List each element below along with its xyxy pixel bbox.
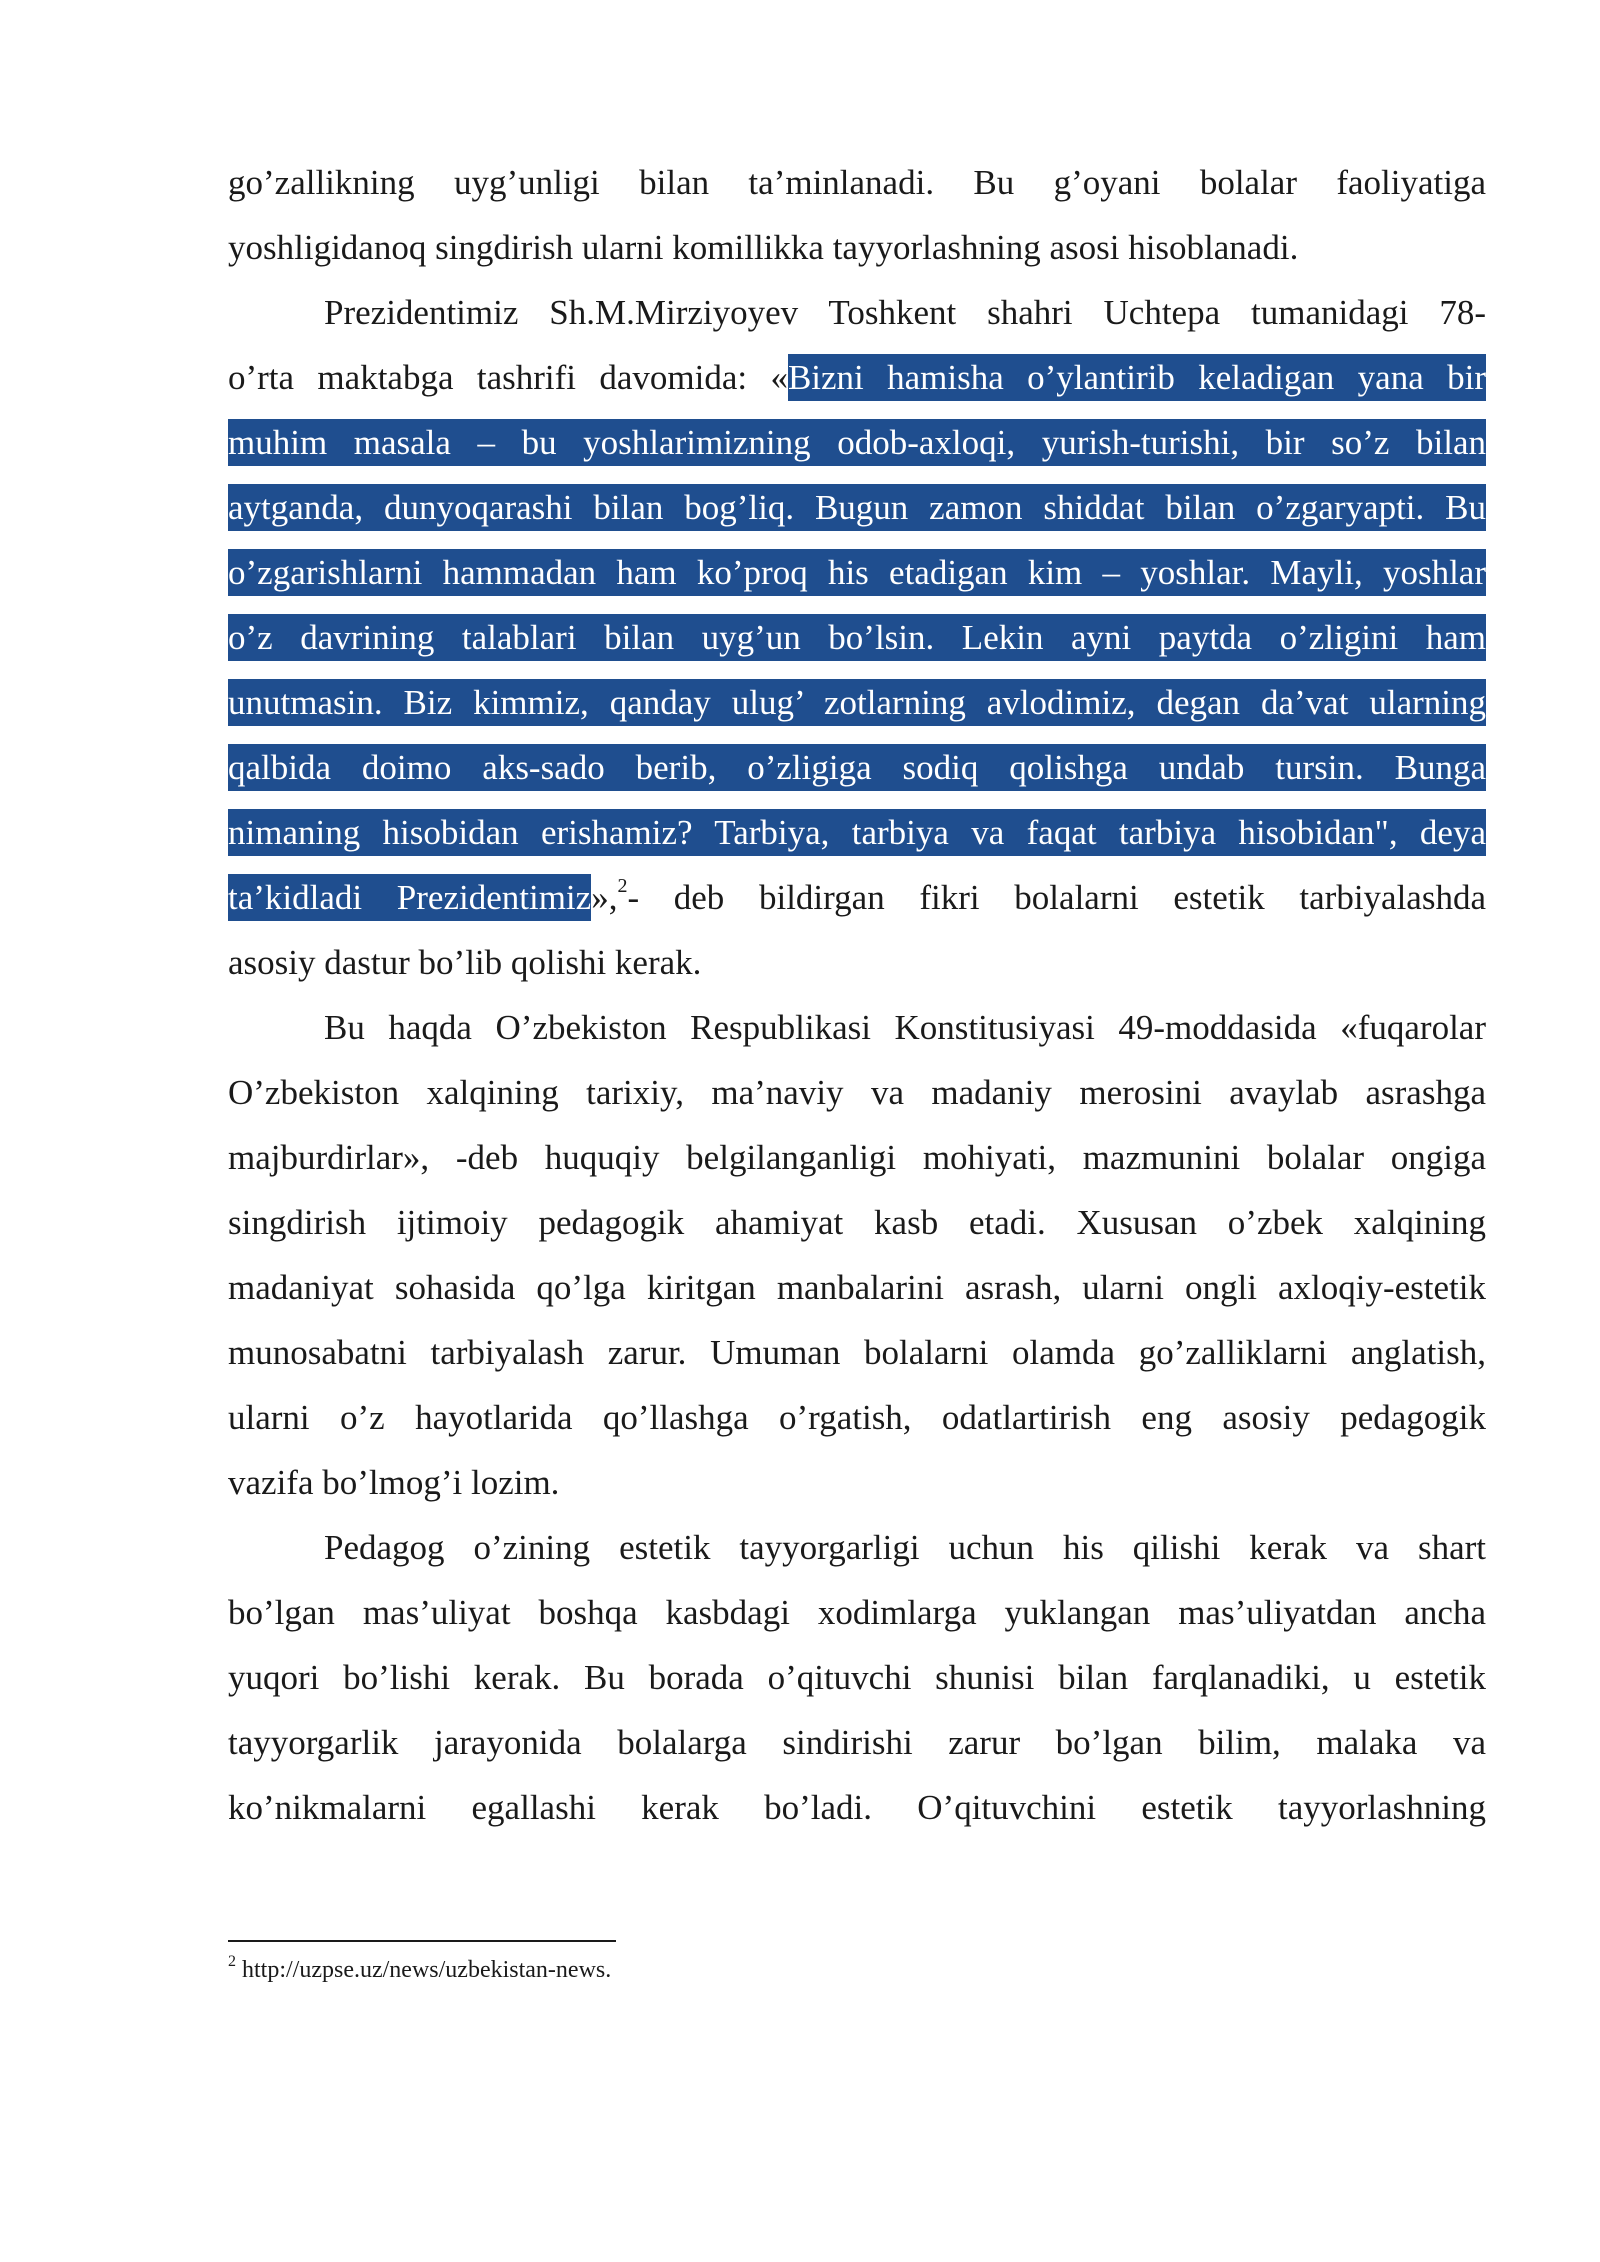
selected-text[interactable]: muhim masala – bu yoshlarimizning odob-axloqi, yurish-turishi, bir so’z bilan [228,423,1486,462]
document-body [228,150,1486,1840]
text-line: munosabatni tarbiyalash zarur. Umuman bolalarni olamda go’zalliklarni anglatish, [228,1333,1486,1372]
text-line: madaniyat sohasida qo’lga kiritgan manbalarini asrash, ularni ongli axloqiy-estetik [228,1268,1486,1307]
text-line: ko’nikmalarni egallashi kerak bo’ladi. O’qituvchini estetik tayyorlashning [228,1788,1486,1827]
paragraph-start: Bu haqda O’zbekiston Respublikasi Konstitusiyasi 49-moddasida «fuqarolar [324,1008,1486,1047]
text-line: singdirish ijtimoiy pedagogik ahamiyat kasb etadi. Xususan o’zbek xalqining [228,1203,1486,1242]
selected-line[interactable] [228,735,1486,800]
selected-text[interactable]: nimaning hisobidan erishamiz? Tarbiya, tarbiya va faqat tarbiya hisobidan", deya [228,813,1486,852]
text-run: », [591,878,618,917]
selected-line[interactable] [228,605,1486,670]
text-line: majburdirlar», -deb huquqiy belgilanganligi mohiyati, mazmunini bolalar ongiga [228,1138,1486,1177]
footnote-link[interactable]: http://uzpse.uz/news/uzbekistan-news. [236,1957,612,1983]
text-line: O’zbekiston xalqining tarixiy, ma’naviy va madaniy merosini avaylab asrashga [228,1073,1486,1112]
selected-text[interactable]: ta’kidladi Prezidentimiz [228,878,592,917]
selected-text[interactable]: o’zgarishlarni hammadan ham ko’proq his etadigan kim – yoshlar. Mayli, yoshlar [228,553,1486,592]
text-line: vazifa bo’lmog’i lozim. [228,1463,560,1502]
selected-text[interactable]: aytganda, dunyoqarashi bilan bog’liq. Bugun zamon shiddat bilan o’zgaryapti. Bu [228,488,1486,527]
text-line: asosiy dastur bo’lib qolishi kerak. [228,943,702,982]
text-line [228,345,1486,410]
selected-text[interactable]: unutmasin. Biz kimmiz, qanday ulug’ zotlarning avlodimiz, degan da’vat ularning [228,683,1486,722]
footnote-separator [228,1940,616,1942]
selected-line[interactable] [228,800,1486,865]
selected-text[interactable]: Bizni hamisha o’ylantirib keladigan yana bir [787,358,1486,397]
selected-line[interactable] [228,475,1486,540]
text-line: ularni o’z hayotlarida qo’llashga o’rgatish, odatlartirish eng asosiy pedagogik [228,1398,1486,1437]
selected-line[interactable] [228,540,1486,605]
text-line: tayyorgarlik jarayonida bolalarga sindirishi zarur bo’lgan bilim, malaka va [228,1723,1486,1762]
selected-line[interactable] [228,670,1486,735]
text-line: bo’lgan mas’uliyat boshqa kasbdagi xodimlarga yuklangan mas’uliyatdan ancha [228,1593,1486,1632]
paragraph-start: Prezidentimiz Sh.M.Mirziyoyev Toshkent shahri Uchtepa tumanidagi 78- [324,293,1486,332]
text-run: o’rta maktabga tashrifi davomida: « [228,358,788,397]
selected-text[interactable]: o’z davrining talablari bilan uyg’un bo’lsin. Lekin ayni paytda o’zligini ham [228,618,1486,657]
footnote-ref[interactable]: 2 [617,875,628,898]
text-line: yoshligidanoq singdirish ularni komillikka tayyorlashning asosi hisoblanadi. [228,228,1299,267]
selected-line[interactable] [228,410,1486,475]
footnote-number: 2 [228,1953,236,1970]
selected-text[interactable]: qalbida doimo aks-sado berib, o’zligiga sodiq qolishga undab tursin. Bunga [228,748,1486,787]
paragraph-start: Pedagog o’zining estetik tayyorgarligi uchun his qilishi kerak va shart [324,1528,1486,1567]
text-line [228,865,1486,930]
text-line: go’zallikning uyg’unligi bilan ta’minlanadi. Bu g’oyani bolalar faoliyatiga [228,163,1486,202]
text-line: yuqori bo’lishi kerak. Bu borada o’qituvchi shunisi bilan farqlanadiki, u estetik [228,1658,1486,1697]
text-run: - deb bildirgan fikri bolalarni estetik tarbiyalashda [627,878,1486,917]
footnote [228,1954,611,1986]
